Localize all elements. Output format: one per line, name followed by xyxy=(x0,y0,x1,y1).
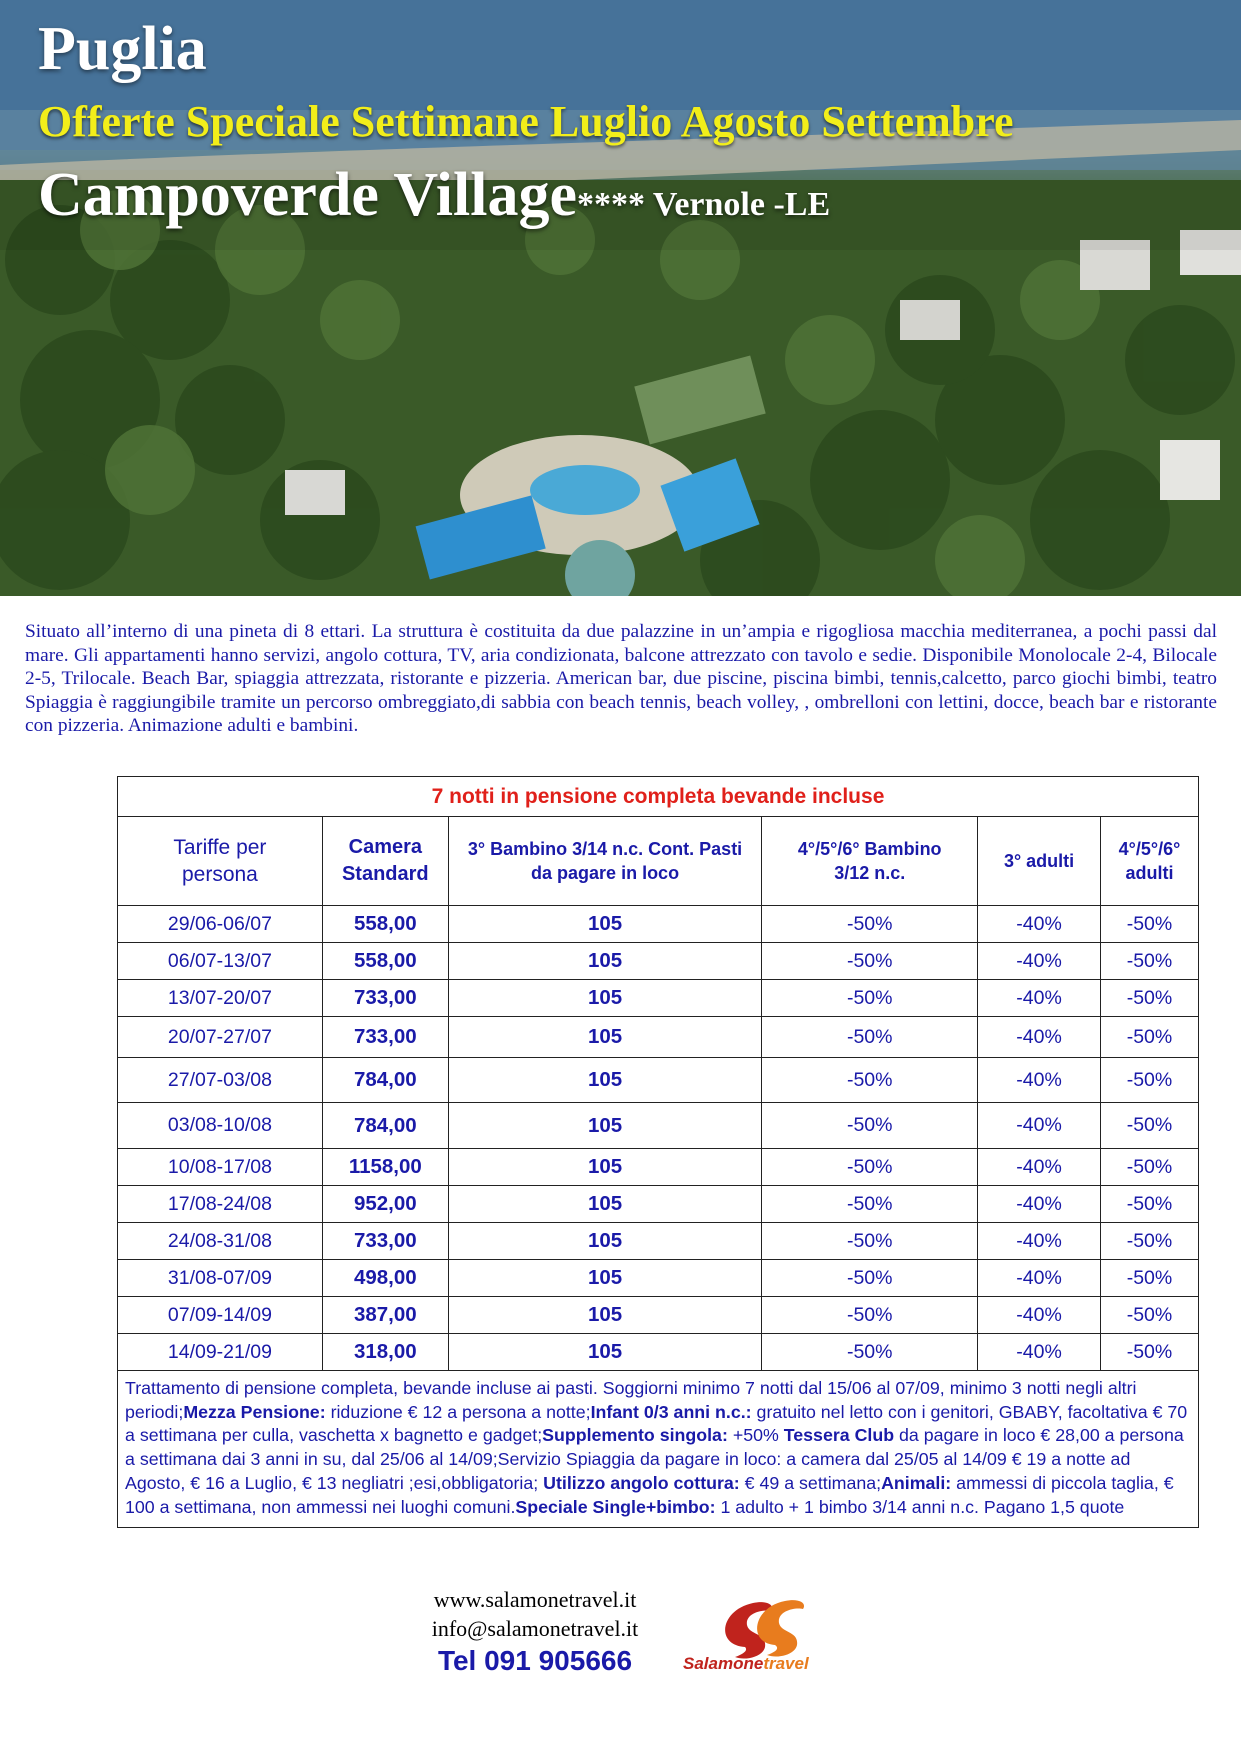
fourth-sixth-child-cell: -50% xyxy=(762,1017,978,1058)
third-child-cell: 105 xyxy=(448,980,762,1017)
resort-aerial-image xyxy=(0,0,1241,596)
fourth-sixth-adult-cell: -50% xyxy=(1100,906,1198,943)
region-title: Puglia xyxy=(38,15,207,83)
price-cell: 558,00 xyxy=(322,943,448,980)
fourth-sixth-adult-cell: -50% xyxy=(1100,1223,1198,1260)
price-cell: 952,00 xyxy=(322,1186,448,1223)
price-cell: 733,00 xyxy=(322,1017,448,1058)
price-cell: 784,00 xyxy=(322,1058,448,1103)
third-child-cell: 105 xyxy=(448,1017,762,1058)
price-cell: 733,00 xyxy=(322,1223,448,1260)
offer-title: Offerte Speciale Settimane Luglio Agosto Settembre xyxy=(38,97,1014,146)
third-adult-cell: -40% xyxy=(978,1334,1101,1371)
third-adult-cell: -40% xyxy=(978,1297,1101,1334)
table-row xyxy=(118,980,1199,1017)
period-cell: 06/07-13/07 xyxy=(118,943,323,980)
fourth-sixth-adult-cell: -50% xyxy=(1100,1149,1198,1186)
header-third-child: 3° Bambino 3/14 n.c. Cont. Pasti da pagare in loco xyxy=(448,817,762,906)
table-row xyxy=(118,1017,1199,1058)
period-cell: 27/07-03/08 xyxy=(118,1058,323,1103)
fourth-sixth-adult-cell: -50% xyxy=(1100,1058,1198,1103)
fourth-sixth-child-cell: -50% xyxy=(762,1223,978,1260)
hotel-stars: **** xyxy=(577,186,645,223)
third-adult-cell: -40% xyxy=(978,1186,1101,1223)
price-cell: 318,00 xyxy=(322,1334,448,1371)
fourth-sixth-child-cell: -50% xyxy=(762,1186,978,1223)
fourth-sixth-child-cell: -50% xyxy=(762,943,978,980)
hotel-description: Situato all’interno di una pineta di 8 ettari. La struttura è costituita da due palazzine in un’ampia e rigogliosa macchia mediterranea, a pochi passi dal mare. Gli appartamenti hanno servizi, angolo cottura, TV, aria condizionata, balcone attrezzato con tavolo e sedie. Disponibile Monolocale 2-4, Bilocale 2-5, Trilocale. Beach Bar, spiaggia attrezzata, ristorante e pizzeria. American bar, due piscine, piscina bimbi, tennis,calcetto, parco giochi bimbi, teatro Spiaggia è raggiungibile tramite un percorso ombreggiato,di sabbia con beach tennis, beach volley, , ombrelloni con lettini, docce, beach bar e ristorante con pizzeria. Animazione adulti e bambini. xyxy=(25,621,1217,737)
third-adult-cell: -40% xyxy=(978,1149,1101,1186)
fourth-sixth-adult-cell: -50% xyxy=(1100,980,1198,1017)
salamone-travel-logo xyxy=(675,1585,855,1695)
period-cell: 31/08-07/09 xyxy=(118,1260,323,1297)
fourth-sixth-adult-cell: -50% xyxy=(1100,1017,1198,1058)
fourth-sixth-adult-cell: -50% xyxy=(1100,943,1198,980)
third-adult-cell: -40% xyxy=(978,980,1101,1017)
third-child-cell: 105 xyxy=(448,1186,762,1223)
third-child-cell: 105 xyxy=(448,1334,762,1371)
third-adult-cell: -40% xyxy=(978,943,1101,980)
fourth-sixth-child-cell: -50% xyxy=(762,1297,978,1334)
table-notes: Trattamento di pensione completa, bevande incluse ai pasti. Soggiorni minimo 7 notti dal 15/06 al 07/09, minimo 3 notti negli altri periodi;Mezza Pensione: riduzione € 12 a persona a notte;Infant 0/3 anni n.c.: gratuito nel letto con i genitori, GBABY, facoltativa € 70 a settimana per culla, vaschetta x bagnetto e gadget;Supplemento singola: +50% Tessera Club da pagare in loco € 28,00 a persona a settimana dai 3 anni in su, dal 25/06 al 14/09;Servizio Spiaggia da pagare in loco: a camera dal 25/05 al 14/09 € 19 a notte ad Agosto, € 16 a Luglio, € 13 negliatri ;esi,obbligatoria; Utilizzo angolo cottura: € 49 a settimana;Animali: ammessi di piccola taglia, € 100 a settimana, non ammessi nei luoghi comuni.Speciale Single+bimbo: 1 adulto + 1 bimbo 3/14 anni n.c. Pagano 1,5 quote xyxy=(118,1371,1199,1528)
header-fourth-sixth-child: 4°/5°/6° Bambino 3/12 n.c. xyxy=(762,817,978,906)
third-adult-cell: -40% xyxy=(978,1017,1101,1058)
hotel-name: Campoverde Village xyxy=(38,161,577,229)
period-cell: 29/06-06/07 xyxy=(118,906,323,943)
hero-photo xyxy=(0,0,1241,596)
header-third-adult: 3° adulti xyxy=(978,817,1101,906)
third-child-cell: 105 xyxy=(448,906,762,943)
price-table xyxy=(117,776,1199,1528)
period-cell: 20/07-27/07 xyxy=(118,1017,323,1058)
fourth-sixth-child-cell: -50% xyxy=(762,980,978,1017)
table-row xyxy=(118,1260,1199,1297)
third-adult-cell: -40% xyxy=(978,1103,1101,1149)
third-adult-cell: -40% xyxy=(978,1223,1101,1260)
fourth-sixth-child-cell: -50% xyxy=(762,1260,978,1297)
fourth-sixth-adult-cell: -50% xyxy=(1100,1103,1198,1149)
third-child-cell: 105 xyxy=(448,1260,762,1297)
header-fourth-sixth-adult: 4°/5°/6° adulti xyxy=(1100,817,1198,906)
third-child-cell: 105 xyxy=(448,1149,762,1186)
price-cell: 784,00 xyxy=(322,1103,448,1149)
table-row xyxy=(118,943,1199,980)
table-row xyxy=(118,1186,1199,1223)
price-cell: 558,00 xyxy=(322,906,448,943)
email-link[interactable]: info@salamonetravel.it xyxy=(431,1616,639,1641)
third-child-cell: 105 xyxy=(448,1103,762,1149)
fourth-sixth-adult-cell: -50% xyxy=(1100,1297,1198,1334)
table-row xyxy=(118,1058,1199,1103)
logo-wordmark: Salamonetravel xyxy=(683,1654,809,1673)
period-cell: 10/08-17/08 xyxy=(118,1149,323,1186)
third-child-cell: 105 xyxy=(448,1058,762,1103)
fourth-sixth-child-cell: -50% xyxy=(762,906,978,943)
table-row xyxy=(118,1223,1199,1260)
price-cell: 1158,00 xyxy=(322,1149,448,1186)
price-cell: 498,00 xyxy=(322,1260,448,1297)
header-camera-standard: Camera Standard xyxy=(322,817,448,906)
fourth-sixth-adult-cell: -50% xyxy=(1100,1186,1198,1223)
hotel-location: Vernole -LE xyxy=(645,186,831,223)
fourth-sixth-adult-cell: -50% xyxy=(1100,1260,1198,1297)
table-row xyxy=(118,1149,1199,1186)
website-link[interactable]: www.salamonetravel.it xyxy=(433,1587,637,1612)
hotel-title xyxy=(38,160,830,231)
period-cell: 07/09-14/09 xyxy=(118,1297,323,1334)
period-cell: 13/07-20/07 xyxy=(118,980,323,1017)
third-child-cell: 105 xyxy=(448,943,762,980)
fourth-sixth-child-cell: -50% xyxy=(762,1058,978,1103)
period-cell: 24/08-31/08 xyxy=(118,1223,323,1260)
table-row xyxy=(118,906,1199,943)
table-body xyxy=(118,906,1199,1371)
phone-number[interactable]: Tel 091 905666 xyxy=(437,1645,633,1676)
fourth-sixth-adult-cell: -50% xyxy=(1100,1334,1198,1371)
table-row xyxy=(118,1334,1199,1371)
fourth-sixth-child-cell: -50% xyxy=(762,1334,978,1371)
table-header-row xyxy=(118,817,1199,906)
period-cell: 14/09-21/09 xyxy=(118,1334,323,1371)
header-rates: Tariffe per persona xyxy=(118,817,323,906)
table-row xyxy=(118,1103,1199,1149)
price-cell: 387,00 xyxy=(322,1297,448,1334)
table-row xyxy=(118,1297,1199,1334)
third-child-cell: 105 xyxy=(448,1297,762,1334)
table-caption: 7 notti in pensione completa bevande incluse xyxy=(118,777,1199,817)
contact-block xyxy=(395,1585,675,1679)
price-cell: 733,00 xyxy=(322,980,448,1017)
fourth-sixth-child-cell: -50% xyxy=(762,1103,978,1149)
third-adult-cell: -40% xyxy=(978,1260,1101,1297)
period-cell: 17/08-24/08 xyxy=(118,1186,323,1223)
third-child-cell: 105 xyxy=(448,1223,762,1260)
fourth-sixth-child-cell: -50% xyxy=(762,1149,978,1186)
third-adult-cell: -40% xyxy=(978,906,1101,943)
period-cell: 03/08-10/08 xyxy=(118,1103,323,1149)
third-adult-cell: -40% xyxy=(978,1058,1101,1103)
